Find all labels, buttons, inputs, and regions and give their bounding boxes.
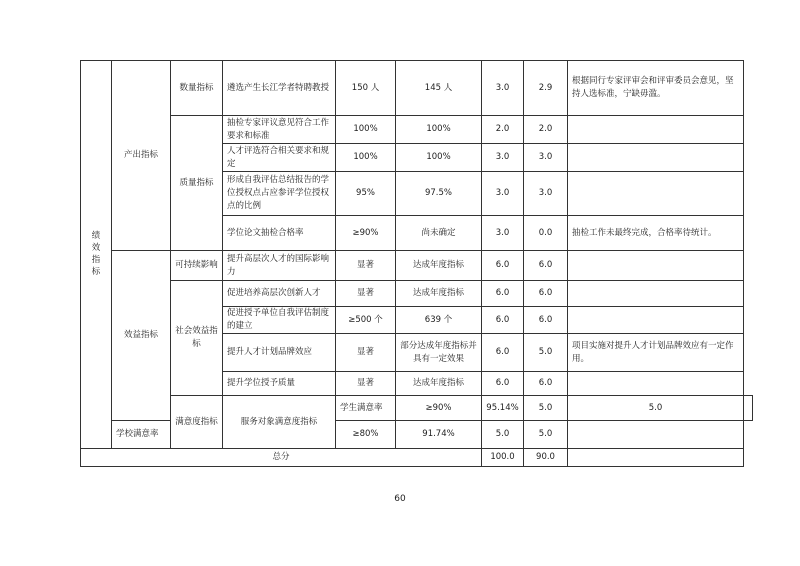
indicator-cell: 提升人才计划品牌效应 (223, 334, 336, 372)
table-row (81, 396, 753, 421)
note-cell (568, 144, 744, 172)
actual-cell: 达成年度指标 (396, 281, 482, 307)
score-cell: 6.0 (524, 251, 568, 281)
indicator-cell: 学位论文抽检合格率 (223, 216, 336, 251)
note-cell (568, 307, 744, 334)
actual-cell: 145 人 (396, 61, 482, 116)
note-cell: 根据同行专家评审会和评审委员会意见，坚持人选标准，宁缺毋滥。 (568, 61, 744, 116)
table-row (81, 281, 753, 307)
note-cell (568, 116, 744, 144)
benefit-indicator-cell: 效益指标 (112, 251, 171, 421)
note-cell (744, 396, 753, 421)
indicator-cell: 人才评选符合相关要求和规定 (223, 144, 336, 172)
quality-indicator-cell: 质量指标 (171, 116, 223, 251)
total-score-cell: 90.0 (524, 449, 568, 467)
target-cell: 100% (336, 116, 396, 144)
weight-cell: 5.0 (482, 421, 524, 449)
weight-cell: 6.0 (482, 281, 524, 307)
target-cell: ≥90% (336, 216, 396, 251)
score-cell: 2.0 (524, 116, 568, 144)
weight-cell: 6.0 (482, 334, 524, 372)
target-cell: ≥80% (336, 421, 396, 449)
output-indicator-cell: 产出指标 (112, 61, 171, 251)
indicator-cell: 形成自我评估总结报告的学位授权点占应参评学位授权点的比例 (223, 172, 336, 216)
score-cell: 3.0 (524, 172, 568, 216)
total-note-cell (568, 449, 744, 467)
score-cell: 6.0 (524, 281, 568, 307)
table-row (81, 251, 753, 281)
target-cell: 显著 (336, 251, 396, 281)
actual-cell: 97.5% (396, 172, 482, 216)
target-cell: 150 人 (336, 61, 396, 116)
score-cell: 5.0 (524, 421, 568, 449)
weight-cell: 3.0 (482, 144, 524, 172)
target-cell: ≥90% (396, 396, 482, 421)
actual-cell: 达成年度指标 (396, 251, 482, 281)
score-cell: 5.0 (568, 396, 744, 421)
sustainable-indicator-cell: 可持续影响 (171, 251, 223, 281)
actual-cell: 部分达成年度指标并具有一定效果 (396, 334, 482, 372)
social-indicator-cell: 社会效益指标 (171, 281, 223, 396)
table-row (81, 61, 753, 116)
note-cell (568, 421, 744, 449)
total-row (81, 449, 753, 467)
note-cell (568, 372, 744, 396)
weight-cell: 6.0 (482, 307, 524, 334)
weight-cell: 5.0 (524, 396, 568, 421)
target-cell: 显著 (336, 281, 396, 307)
total-weight-cell: 100.0 (482, 449, 524, 467)
actual-cell: 100% (396, 116, 482, 144)
weight-cell: 2.0 (482, 116, 524, 144)
table-row (81, 116, 753, 144)
note-cell (568, 251, 744, 281)
weight-cell: 3.0 (482, 172, 524, 216)
actual-cell: 100% (396, 144, 482, 172)
quantity-indicator-cell: 数量指标 (171, 61, 223, 116)
score-cell: 5.0 (524, 334, 568, 372)
indicator-cell: 促进培养高层次创新人才 (223, 281, 336, 307)
score-cell: 3.0 (524, 144, 568, 172)
indicator-cell: 抽检专家评议意见符合工作要求和标准 (223, 116, 336, 144)
weight-cell: 6.0 (482, 251, 524, 281)
indicator-cell: 促进授予单位自我评估制度的建立 (223, 307, 336, 334)
target-cell: 显著 (336, 372, 396, 396)
score-cell: 6.0 (524, 372, 568, 396)
total-label-cell: 总分 (81, 449, 482, 467)
actual-cell: 尚未确定 (396, 216, 482, 251)
note-cell (568, 281, 744, 307)
actual-cell: 639 个 (396, 307, 482, 334)
note-cell: 抽检工作未最终完成，合格率待统计。 (568, 216, 744, 251)
satisfaction-indicator-cell: 满意度指标 (171, 396, 223, 449)
weight-cell: 3.0 (482, 216, 524, 251)
actual-cell: 91.74% (396, 421, 482, 449)
target-cell: ≥500 个 (336, 307, 396, 334)
note-cell: 项目实施对提升人才计划品牌效应有一定作用。 (568, 334, 744, 372)
target-cell: 95% (336, 172, 396, 216)
weight-cell: 3.0 (482, 61, 524, 116)
target-cell: 显著 (336, 334, 396, 372)
indicator-cell: 学生满意率 (336, 396, 396, 421)
note-cell (568, 172, 744, 216)
indicator-cell: 提升高层次人才的国际影响力 (223, 251, 336, 281)
score-cell: 6.0 (524, 307, 568, 334)
indicator-cell: 学校满意率 (112, 421, 171, 449)
page-number: 60 (394, 494, 406, 504)
score-cell: 2.9 (524, 61, 568, 116)
weight-cell: 6.0 (482, 372, 524, 396)
first-level-cell: 绩效指标 (81, 61, 112, 449)
actual-cell: 95.14% (482, 396, 524, 421)
performance-table (80, 60, 753, 467)
target-cell: 100% (336, 144, 396, 172)
actual-cell: 达成年度指标 (396, 372, 482, 396)
score-cell: 0.0 (524, 216, 568, 251)
service-satisfaction-cell: 服务对象满意度指标 (223, 396, 336, 449)
indicator-cell: 提升学位授予质量 (223, 372, 336, 396)
indicator-cell: 遴选产生长江学者特聘教授 (223, 61, 336, 116)
